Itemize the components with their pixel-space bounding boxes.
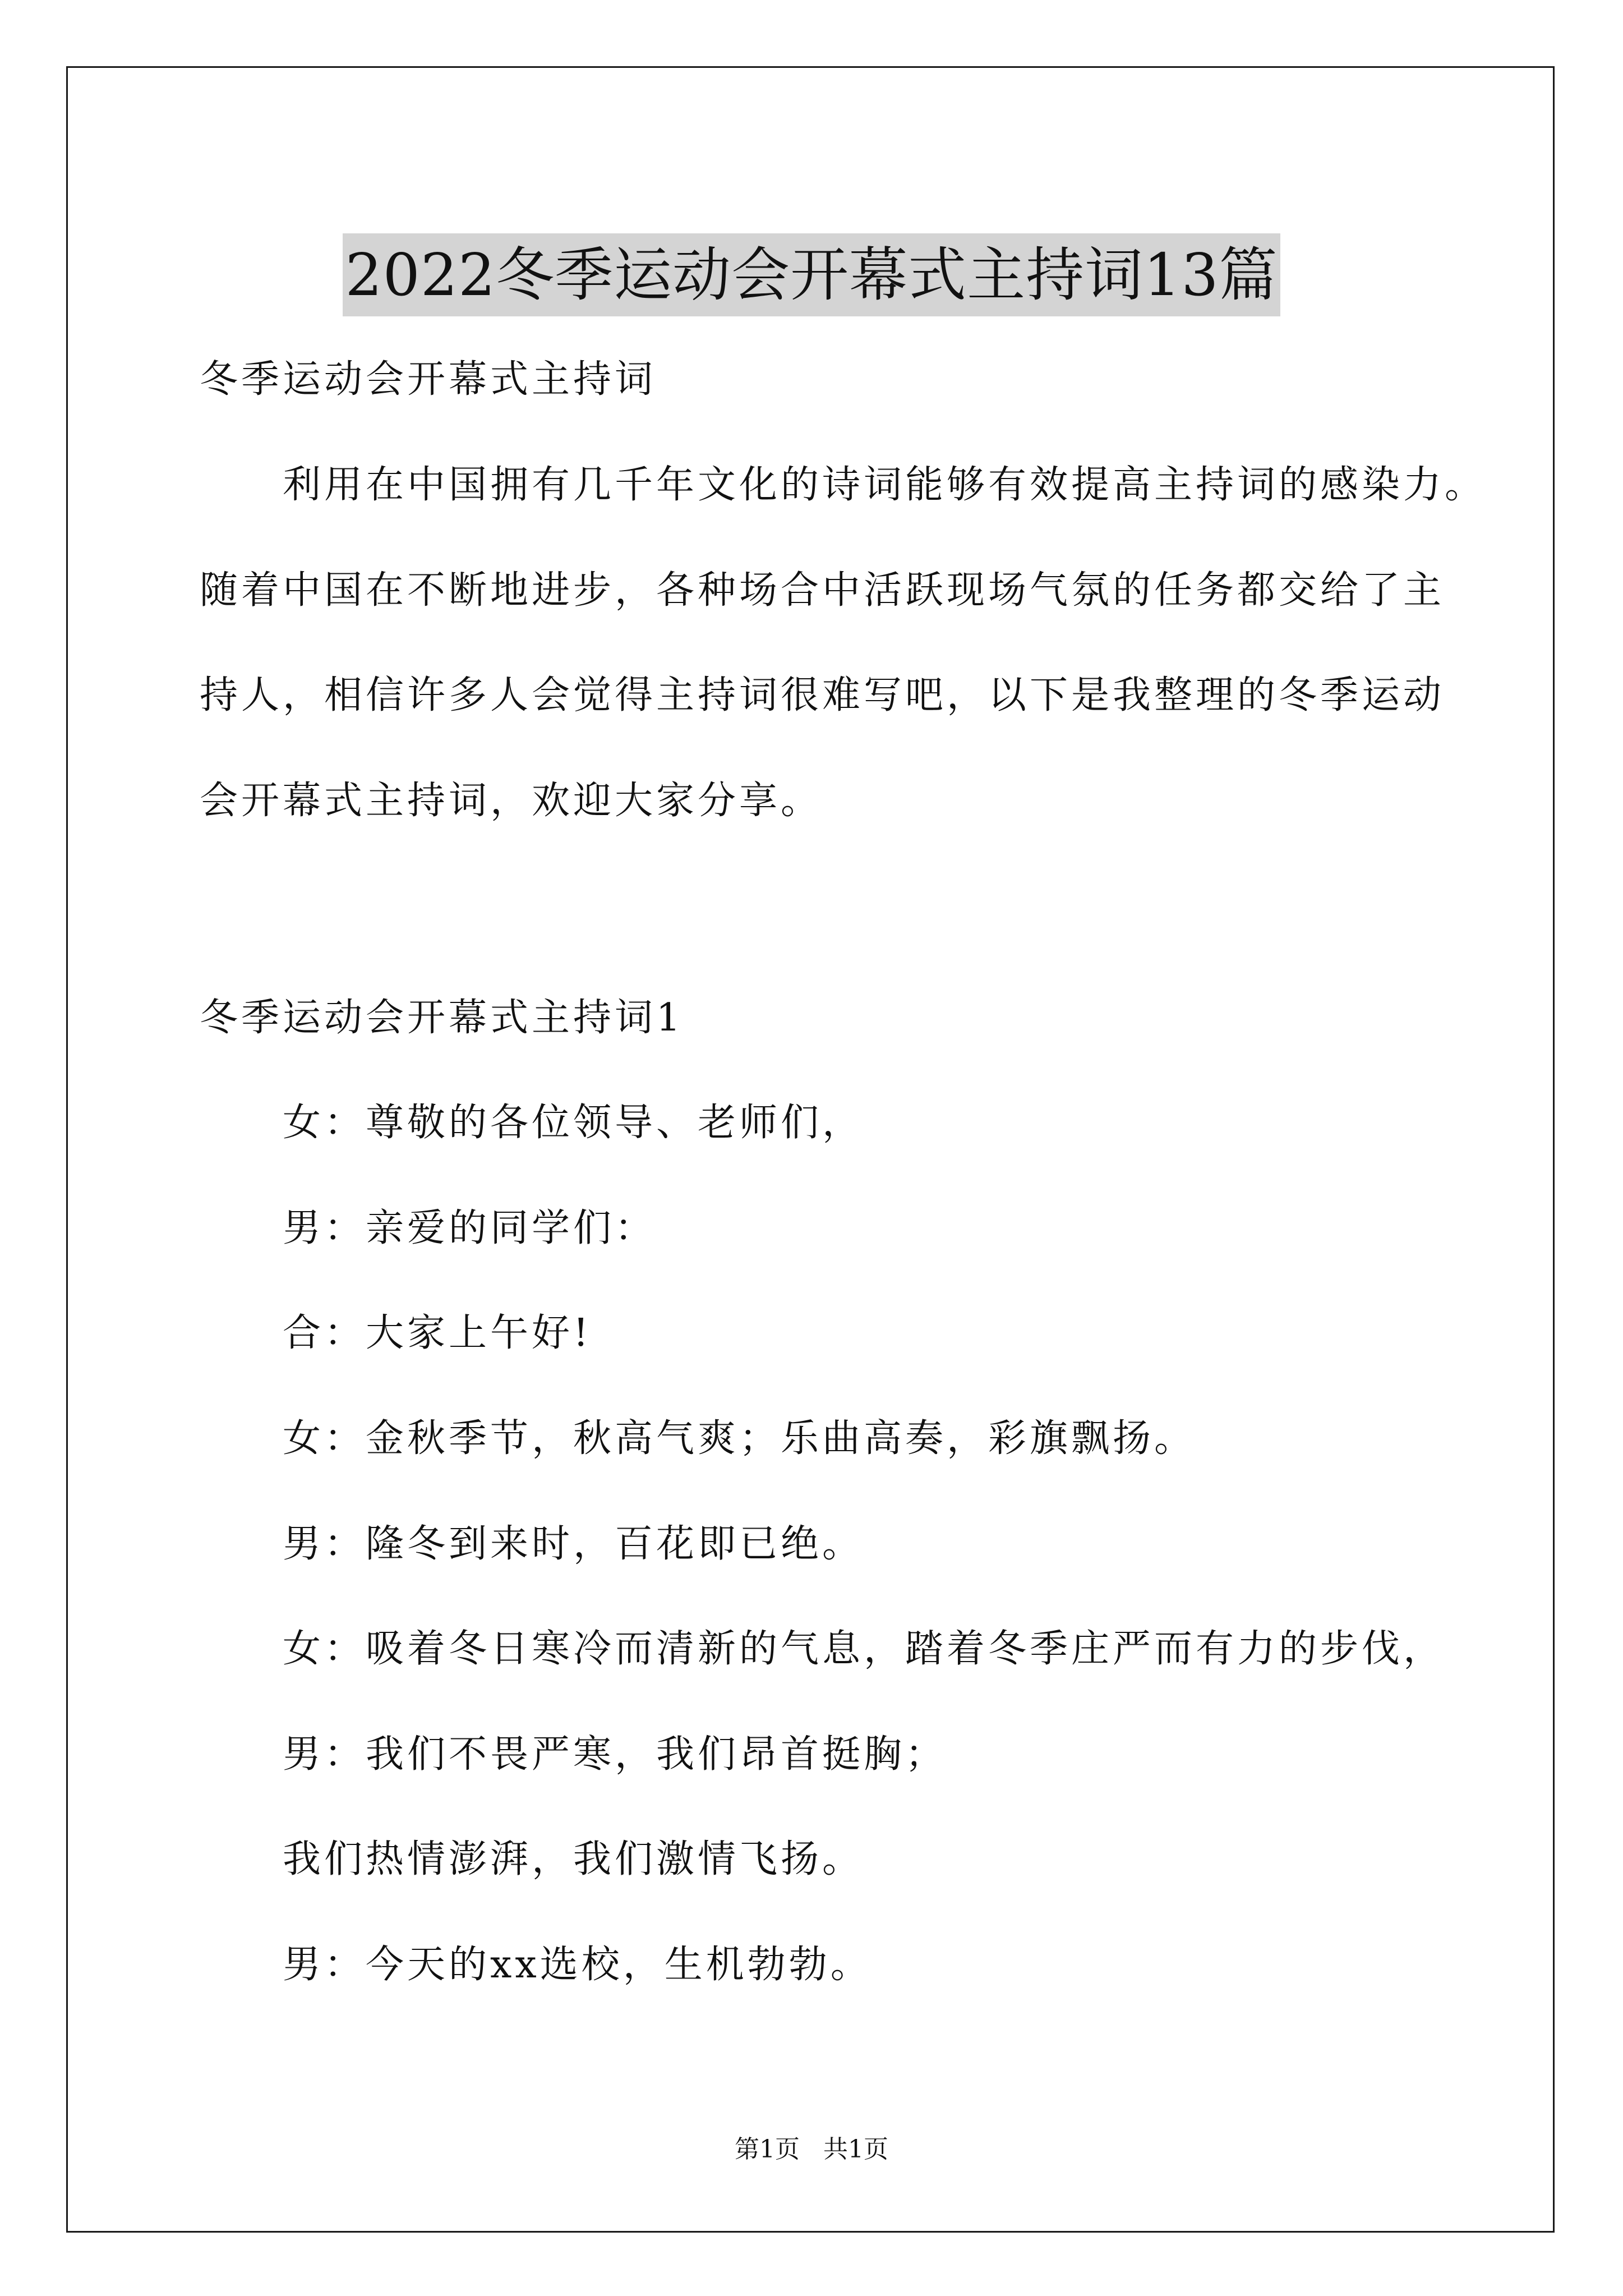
- dialogue-line: 男：隆冬到来时，百花即已绝。: [283, 1522, 864, 1566]
- dialogue-line: 男：我们不畏严寒，我们昂首挺胸；: [283, 1732, 947, 1777]
- intro-paragraph-line: 利用在中国拥有几千年文化的诗词能够有效提高主持词的感染力。: [283, 463, 1487, 507]
- section-heading-1: 冬季运动会开幕式主持词1: [200, 996, 684, 1040]
- dialogue-line: 女：吸着冬日寒冷而清新的气息，踏着冬季庄严而有力的步伐，: [283, 1627, 1445, 1671]
- section-heading-intro: 冬季运动会开幕式主持词: [200, 357, 657, 402]
- dialogue-line: 女：金秋季节，秋高气爽；乐曲高奏，彩旗飘扬。: [283, 1416, 1196, 1461]
- intro-paragraph-line: 随着中国在不断地进步，各种场合中活跃现场气氛的任务都交给了主: [200, 568, 1445, 613]
- intro-paragraph-line: 会开幕式主持词，欢迎大家分享。: [200, 779, 823, 823]
- dialogue-line: 女：尊敬的各位领导、老师们，: [283, 1101, 864, 1145]
- dialogue-line: 合：大家上午好!: [283, 1311, 592, 1355]
- document-title: 2022冬季运动会开幕式主持词13篇: [343, 233, 1280, 316]
- dialogue-line: 我们热情澎湃，我们激情飞扬。: [283, 1837, 864, 1881]
- title-container: [0, 194, 1623, 355]
- page-footer: 第1页 共1页: [735, 2135, 888, 2164]
- intro-paragraph-line: 持人，相信许多人会觉得主持词很难写吧，以下是我整理的冬季运动: [200, 673, 1445, 717]
- dialogue-line: 男：亲爱的同学们：: [283, 1206, 657, 1250]
- dialogue-line: 男：今天的xx选校，生机勃勃。: [283, 1943, 872, 1987]
